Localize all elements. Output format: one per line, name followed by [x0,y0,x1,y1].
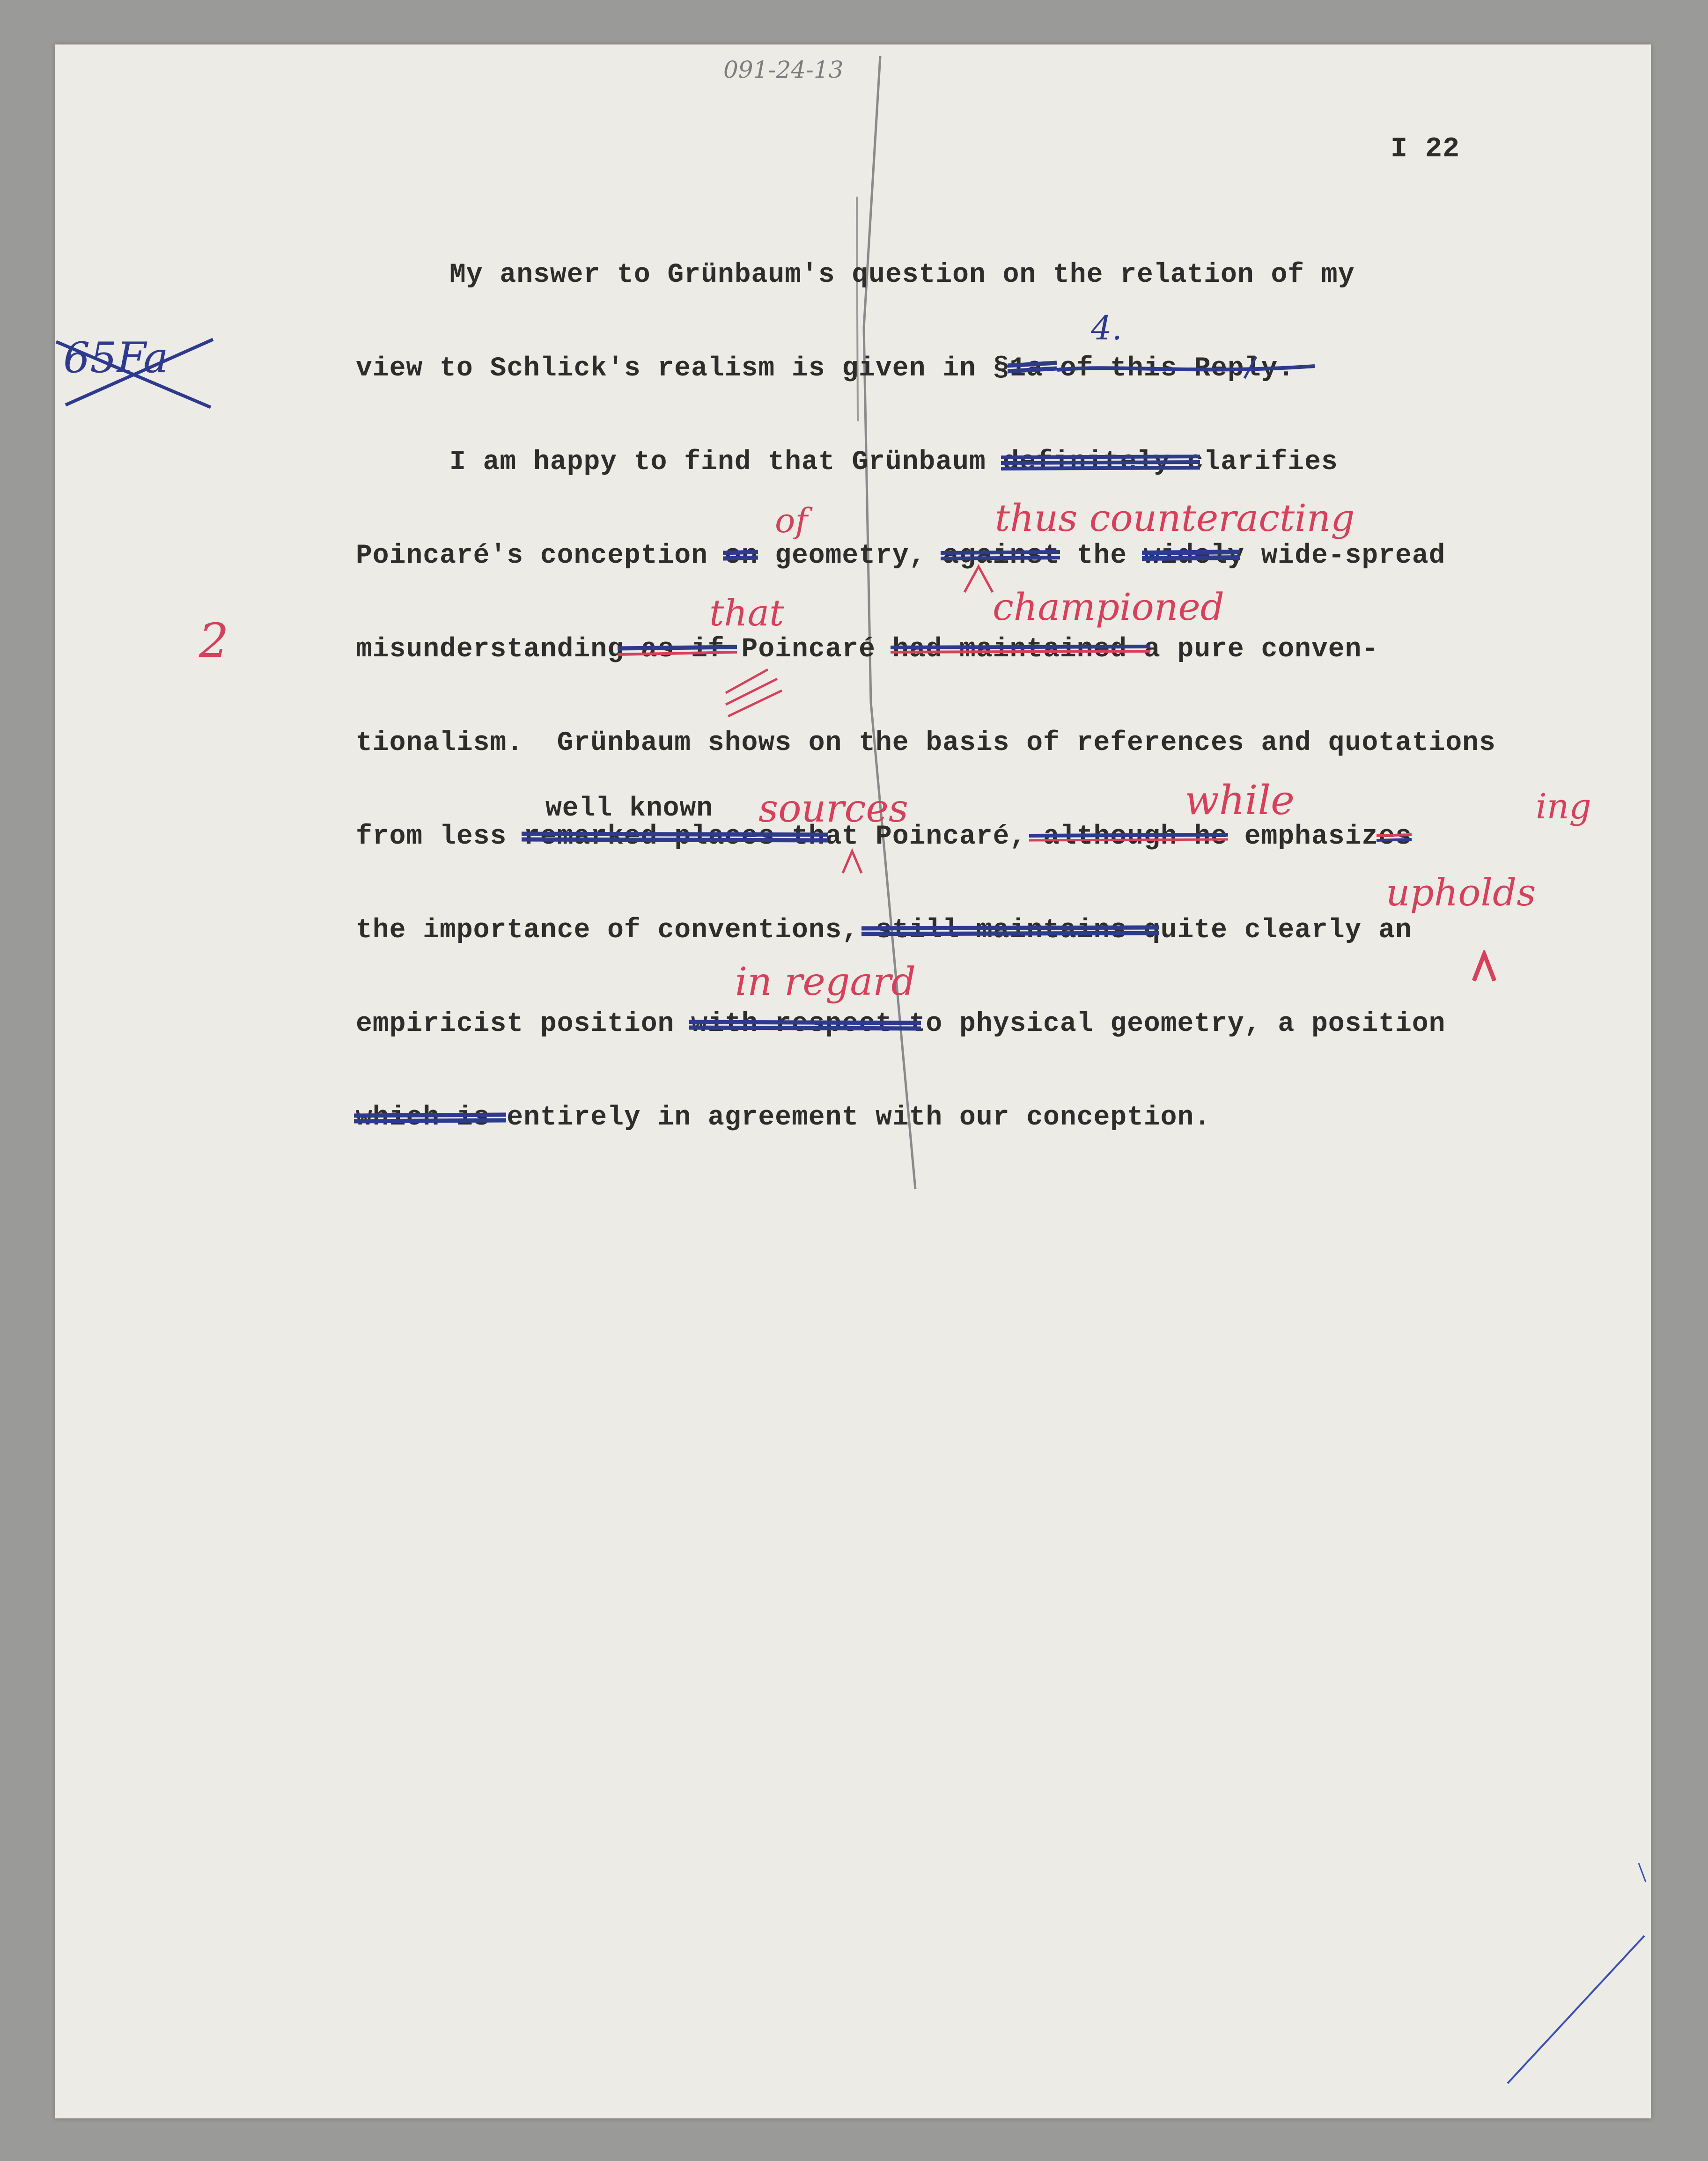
insertion-championed: championed [993,585,1224,629]
struck-word: still maintains [876,915,1127,946]
struck-word: of this Reply. [1060,353,1295,384]
typed-line-4: Poincaré's conception on geometry, against the widely wide-spread [356,541,1446,571]
typed-text: view to Schlick's realism is given in § [356,353,1010,384]
insertion-hatch-mark [721,665,787,721]
typed-line-8: the importance of conventions, still maintains quite clearly an [356,915,1412,946]
struck-word: with respect [691,1009,892,1039]
typed-line-6: tionalism. Grünbaum shows on the basis of references and quotations [356,728,1496,758]
margin-crossed-note: 65Fa [63,333,169,382]
typed-line-7: from less remarked places that Poincaré, although he emphasizes [356,822,1412,852]
caret-mark [840,847,864,875]
insertion-sources: sources [758,786,908,831]
typed-line-1: My answer to Grünbaum's question on the relation of my [449,260,1355,290]
insertion-while: while [1185,777,1295,824]
page-number: I 22 [1391,133,1460,165]
caret-mark [1470,950,1498,983]
struck-word: es [1378,822,1412,852]
caret-mark [960,562,997,595]
typed-line-2 [356,353,1295,384]
typed-insertion-well-known: well known [545,794,714,824]
archive-number: 091-24-13 [723,56,844,83]
insertion-upholds: upholds [1386,871,1536,914]
struck-word: on [725,541,758,571]
typed-line-5: misunderstanding as if Poincaré had maintained a pure conven- [356,634,1379,665]
insertion-in-regard: in regard [735,960,916,1004]
insertion-thus-counteracting: thus counteracting [995,496,1355,540]
typed-line-10: which is entirely in agreement with our conception. [356,1103,1211,1133]
struck-word: against [942,541,1060,571]
struck-word: remarked places [523,822,775,852]
insertion-ing: ing [1536,786,1591,827]
cross-out-mark [52,328,220,412]
struck-word: which is [356,1103,490,1133]
margin-numeral: 2 [199,613,229,668]
struck-word: widely [1144,541,1244,571]
struck-word: as if [641,634,725,665]
struck-word: had maintained [892,634,1127,665]
struck-word: definitely [1003,447,1171,478]
struck-word: although he [1043,822,1228,852]
insertion-that: that [709,592,784,634]
typed-line-9: empiricist position with respect to physical geometry, a position [356,1009,1446,1039]
struck-word: 1a [1009,353,1043,384]
insertion-of: of [775,501,808,540]
insertion-section-number: 4. [1091,309,1122,347]
typed-line-3: I am happy to find that Grünbaum definitely clarifies [449,447,1338,478]
